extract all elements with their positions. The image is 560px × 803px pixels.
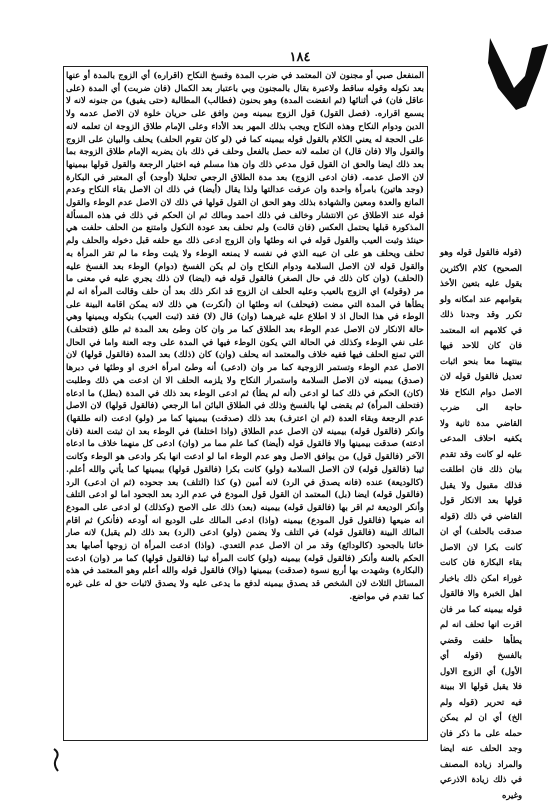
margin-commentary <box>440 245 522 800</box>
margin-commentary-paragraph: (قوله فالقول قوله وهو الصحيح) كلام الأكثرين يقول عليه بتعين الأخذ بقوامهم عند امكانه ولو تكرر وقد وجدنا ذلك في كلامهم انه المعتمد فان كان للاحد فيها بينتهما معا بنحو اثبات تعديل فالقول قوله لان الاصل دوام النكاح فلا حاجة الى ضرب القاضي مدة ثانية ولا يكفيه احلاف المدعى عليه لو كانت وقد تقدم بيان ذلك فان اطلقت فذلك مقبول ولا يقبل قولها بعد الانكار قول القاضي في ذلك (قوله صدقت بالحلف) أي ان كانت بكرا لان الاصل بقاء البكارة فان كانت غوراء امكن ذلك باخبار اهل الخبرة والا فالقول قوله بيمينه كما مر فان اقرت انها تحلف انه لم يطأها حلفت وقضي بالفسخ (قوله أي الأول) أي الزوج الاول فلا يقبل قولها الا ببينة فيه تحرير (قوله ولم الخ) أي ان لم يمكن حمله على ما ذكر فان وجد الحلف عنه ايضا والمراد زيادة المصنف في ذلك زيادة الاذرعي وغيره <box>440 247 522 800</box>
page-number: ١٨٤ <box>289 50 311 65</box>
main-text-paragraph: المنفعل صبي أو مجنون لان المعتمد في ضرب المدة وفسخ النكاح (اقراره) أي الزوج بالمدة أو عنها بعد نكوله وقوله ساقط ولاعبرة بقال بالمجنون وبي باعتبار بعد الكمال (فان ضربت) أي المدة (على عاقل فان) في أثنائها (ثم انقضت المدة) وهو بحنون (فطالب) المطالبة (حتى يفيق) من جنونه لانه لا يسمع اقراره. (فصل القول) قول الزوج بيمينه ومن وافق على حريان خلوة لان الاصل عدمه ولا الدين ودوام النكاح وهذه النكاح ويجب بذلك المهر بعد الأداء وعلى الإمام طلاق الزوجة ان تعلمه لانه على الحجة له يعني الكلام بالقول قوله بيمينه كما في (لو كان تقوم الحلف) يحلف والبيان على الزوج والقول والا (فان قال) ان تعلمه لانه حصل بالفعل وحلف في ذلك بان يضربه الإمام طلاق الزوجة بما بعد ذلك ايضا والحق ان القول قول مدعي ذلك وان هذا مسلم فيه اختيار الرجعة والقول قولها بيمينها لان الاصل عدمه. (فان ادعى الزوج) بعد مدة الطلاق الرجعي تحليلا (أوجد) أي المعتبر في البكارة (وجد هاتين) بامرأة واحدة وان عرفت عدالتها ولذا يقال (أيضا) في ذلك ان الاصل بقاء النكاح وعدم المانع والعدة ومعين والشهادة بذلك وهو الحق ان القول قولها في ذلك لان الاصل عدم الوطء والقول قوله عند الاطلاق عن الانتشار وخالف في ذلك احمد ومالك ثم ان الحكم في ذلك في هذه المسألة المذكورة قبلها يحتمل العكس (فان قالت) ولم تحلف بعد عودة النكول وامتنع من الحلف حلفت هي حينئذ وثبت العيب والقول قوله في انه وطئها وان الزوج ادعى ذلك مع حلفه قبل دخوله والحلف ولم تحلف ويحلف هو على ان عيبه الذي في نفسه لا يمنعه الوطء ولا يثبت وطء ما لم تقر المرأة به والقول قوله لان الاصل السلامة ودوام النكاح وان لم يكن الفسخ (دوام) الوطء بعد الفسخ عليه (الحلف) (وان كان ذلك في حال الصغر) فالقول قوله فيه (ايضا) لان ذلك يجري عليه في معنى ما مر (وقوله) اي الزوج بالعيب وعليه الحلف ان الزوج قد انكر ذلك بعد أن حلف وقالت المرأة انه لم يطأها في المدة التي مضت (فيحلف) انه وطئها ان (أنكرت) هي ذلك لانه يمكن اقامة البينة على الوطء في هذا الحال اذ لا اطلاع عليه غيرهما (وان) قال (لا) فقد (ثبت العيب) بنكوله ويمينها وهي حالة الانكار لان الاصل عدم الوطء بعد الطلاق كما مر وان كان وطئ بعد المدة ثم طلق (فتحلف) على نفي الوطء وكذلك في الحالة التي يكون الوطء فيها في المدة على وجه العنة واما في الحال التي تمنع الحلف فيها ففيه خلاف والمعتمد انه يحلف (وان) كان (ذلك) بعد المدة (فالقول قولها) لان الاصل عدم الوطء وتستمر الزوجية كما مر وان (ادعى) أنه وطئ امرأة اخرى او وطئها في دبرها (صدق) بيمينه لان الاصل السلامة واستمرار النكاح ولا يلزمه الحلف الا ان ادعت هي ذلك وطلبت (كان) الحكم في ذلك كما لو ادعى (أنه لم يطأ) ثم ادعى الوطء بعد ذلك في المدة (بطل) ما ادعاه (فتحلف المرأة) ثم يقضى لها بالفسخ وذلك في الطلاق البائن اما الرجعي (فالقول قولها) لان الاصل عدم الرجعة وبقاء العدة (ثم ان اعترف) بعد ذلك (صدقت) بيمينها كما مر (ولو) ادعت (انه طلقها) وانكر (فالقول قوله) بيمينه لان الاصل عدم الطلاق (واذا اختلفا) في الوطء بعد ان ثبتت العنة (فان ادعته) صدقت بيمينها والا فالقول قوله (أيضا) كما علم مما مر (وان) ادعى كل منهما خلاف ما ادعاه الآخر (فالقول قول) من يوافق الاصل وهو عدم الوطء اما لو ادعت انها بكر وادعى هو الوطء وكانت ثيبا (فالقول قوله) لان الاصل السلامة (ولو) كانت بكرا (فالقول قولها) بيمينها كما يأتي والله أعلم. (كالوديعة) عنده (فانه يصدق في الرد) لانه أمين (و) كذا (التلف) بعد جحوده (ثم ان ادعى) الرد (فالقول قوله) ايضا (بل) المعتمد ان القول قول المودع في عدم الرد بعد الجحود اما لو ادعى التلف وأنكر الوديعة ثم اقر بها (فالقول قوله) بيمينه (بعد) ذلك على الاصح (وكذلك) لو ادعى على المودع انه ضيعها (فالقول قول المودع) بيمينه (واذا) ادعى المالك على الوديع انه أودعه (فأنكر) ثم اقام المالك البينة (فالقول قوله) في التلف ولا يضمن (ولو) ادعى (الرد) بعد ذلك (لم يقبل) لانه صار خائنا بالجحود (كالودائع) وقد مر ان الاصل عدم التعدي. (واذا) ادعت المرأة ان زوجها أصابها بعد الحكم بالعنة وأنكر (فالقول قوله) بيمينه (ولو) كانت المرأة ثيبا (فالقول قولها) كما مر (وان) ادعت (البكارة) وشهدت بها أربع نسوة (صدقت) بيمينها (والا) فالقول قوله والله أعلم وهو المعتمد في هذه المسائل الثلاث لان الشخص قد يصدق بيمينه لدفع ما يدعى عليه ولا يصدق لاثبات حق له على غيره كما تقدم في مواضع. <box>66 71 424 602</box>
main-text-block <box>66 70 424 730</box>
ink-scribble-icon <box>470 28 560 118</box>
ink-mark-icon <box>50 745 64 775</box>
